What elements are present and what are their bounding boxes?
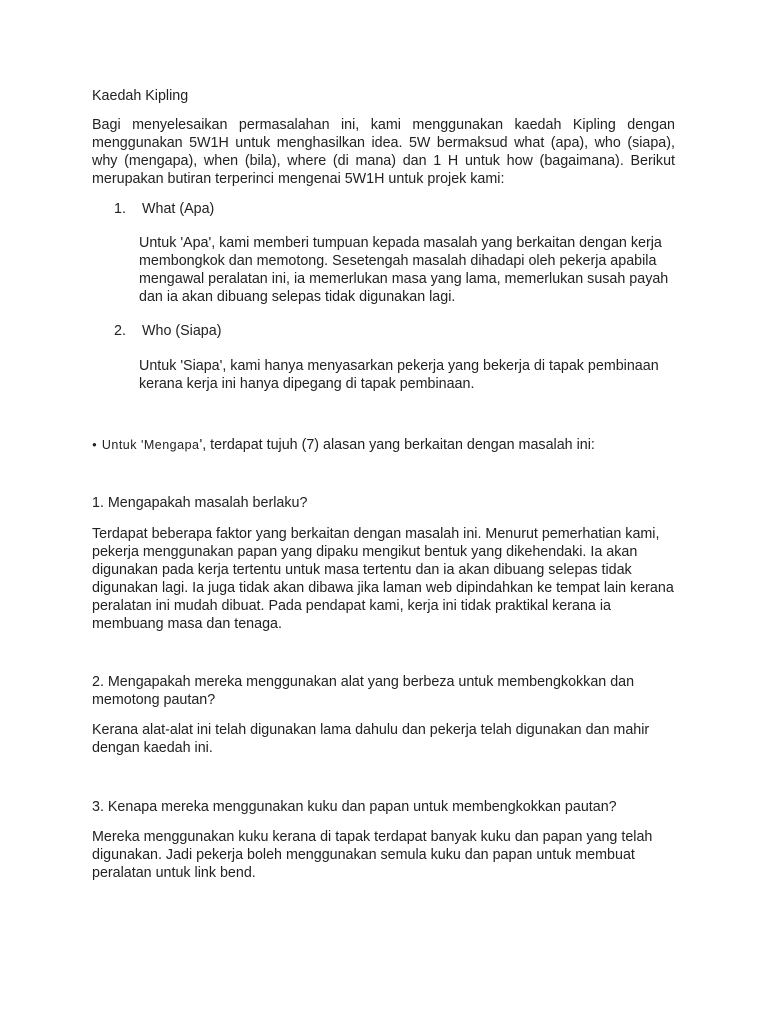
bullet-rest: ', terdapat tujuh (7) alasan yang berkaitan dengan masalah ini:: [199, 437, 595, 453]
bullet-why-line: [92, 436, 595, 456]
list-number: 2.: [114, 323, 126, 339]
list-body-who: Untuk 'Siapa', kami hanya menyasarkan pekerja yang bekerja di tapak pembinaan kerana kerja ini hanya dipegang di tapak pembinaan.: [139, 358, 659, 392]
intro-paragraph: Bagi menyelesaikan permasalahan ini, kami menggunakan kaedah Kipling dengan menggunakan 5W1H untuk menghasilkan idea. 5W bermaksud what (apa), who (siapa), why (mengapa), when (bila), where (di mana) dan 1 H untuk how (bagaimana). Berikut merupakan butiran terperinci mengenai 5W1H untuk projek kami:: [92, 117, 675, 187]
question-answer: Mereka menggunakan kuku kerana di tapak terdapat banyak kuku dan papan yang telah digunakan. Jadi pekerja boleh menggunakan semula kuku dan papan untuk membuat peralatan untuk link bend.: [92, 829, 653, 881]
bullet-icon: ●: [92, 440, 97, 449]
list-number: 1.: [114, 201, 126, 217]
list-body-what: Untuk 'Apa', kami memberi tumpuan kepada masalah yang berkaitan dengan kerja membongkok dan memotong. Sesetengah masalah dihadapi oleh pekerja apabila mengawal peralatan ini, ia memerlukan masa yang lama, memerlukan susah payah dan ia akan dibuang selepas tidak digunakan lagi.: [139, 235, 669, 305]
document-title: Kaedah Kipling: [92, 88, 189, 104]
list-item-what: [114, 200, 214, 218]
question-heading: 3. Kenapa mereka menggunakan kuku dan papan untuk membengkokkan pautan?: [92, 799, 617, 815]
question-heading: 2. Mengapakah mereka menggunakan alat yang berbeza untuk membengkokkan dan memotong pautan?: [92, 674, 635, 708]
question-answer: Terdapat beberapa faktor yang berkaitan dengan masalah ini. Menurut pemerhatian kami, pekerja menggunakan papan yang dipaku mengikut bentuk yang dikehendaki. Ia akan digunakan pada kerja tertentu untuk masa tertentu dan ia akan dibuang selepas tidak digunakan lagi. Ia juga tidak akan dibawa jika laman web dipindahkan ke tempat lain kerana peralatan ini mudah dibuat. Pada pendapat kami, kerja ini tidak praktikal kerana ia membuang masa dan tenaga.: [92, 526, 674, 632]
list-item-who: [114, 322, 221, 340]
question-answer: Kerana alat-alat ini telah digunakan lama dahulu dan pekerja telah digunakan dan mahir dengan kaedah ini.: [92, 722, 650, 756]
list-label: What (Apa): [142, 201, 215, 217]
list-label: Who (Siapa): [142, 323, 222, 339]
question-heading: 1. Mengapakah masalah berlaku?: [92, 495, 308, 511]
bullet-lead: Untuk 'Mengapa: [101, 438, 200, 452]
